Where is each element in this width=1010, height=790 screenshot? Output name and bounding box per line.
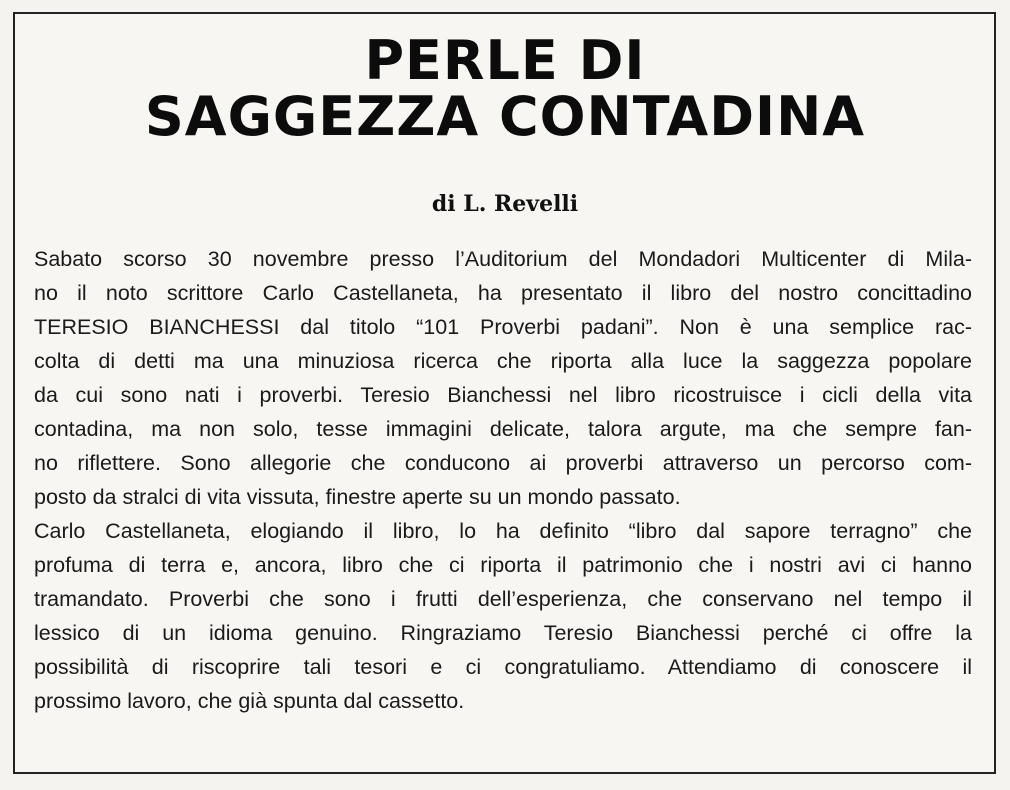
body-line: lessico di un idioma genuino. Ringraziamo Teresio Bianchessi perché ci offre la	[34, 621, 972, 645]
title-line-1: PERLE DI	[364, 29, 646, 92]
body-line: posto da stralci di vita vissuta, finestre aperte su un mondo passato.	[34, 485, 681, 509]
body-line: tramandato. Proverbi che sono i frutti dell’esperienza, che conservano nel tempo il	[34, 587, 972, 611]
body-line: no il noto scrittore Carlo Castellaneta, ha presentato il libro del nostro concittadino	[34, 281, 972, 305]
body-line: possibilità di riscoprire tali tesori e ci congratuliamo. Attendiamo di conoscere il	[34, 655, 972, 679]
body-line: colta di detti ma una minuziosa ricerca che riporta alla luce la saggezza popolare	[34, 349, 972, 373]
body-line: Carlo Castellaneta, elogiando il libro, lo ha definito “libro dal sapore terragno” che	[34, 519, 972, 543]
body-line: prossimo lavoro, che già spunta dal cassetto.	[34, 689, 465, 713]
article-title	[0, 29, 1010, 148]
article-body	[34, 242, 972, 718]
byline: di L. Revelli	[431, 191, 579, 217]
body-line: Sabato scorso 30 novembre presso l’Auditorium del Mondadori Multicenter di Mila-	[34, 247, 972, 271]
body-line: no riflettere. Sono allegorie che conducono ai proverbi attraverso un percorso com-	[34, 451, 972, 475]
body-line: TERESIO BIANCHESSI dal titolo “101 Proverbi padani”. Non è una semplice rac-	[34, 315, 972, 339]
title-line-2: SAGGEZZA CONTADINA	[144, 85, 866, 148]
body-line: profuma di terra e, ancora, libro che ci riporta il patrimonio che i nostri avi ci hanno	[34, 553, 972, 577]
body-line: da cui sono nati i proverbi. Teresio Bianchessi nel libro ricostruisce i cicli della vita	[34, 383, 972, 407]
body-line: contadina, ma non solo, tesse immagini delicate, talora argute, ma che sempre fan-	[34, 417, 972, 441]
